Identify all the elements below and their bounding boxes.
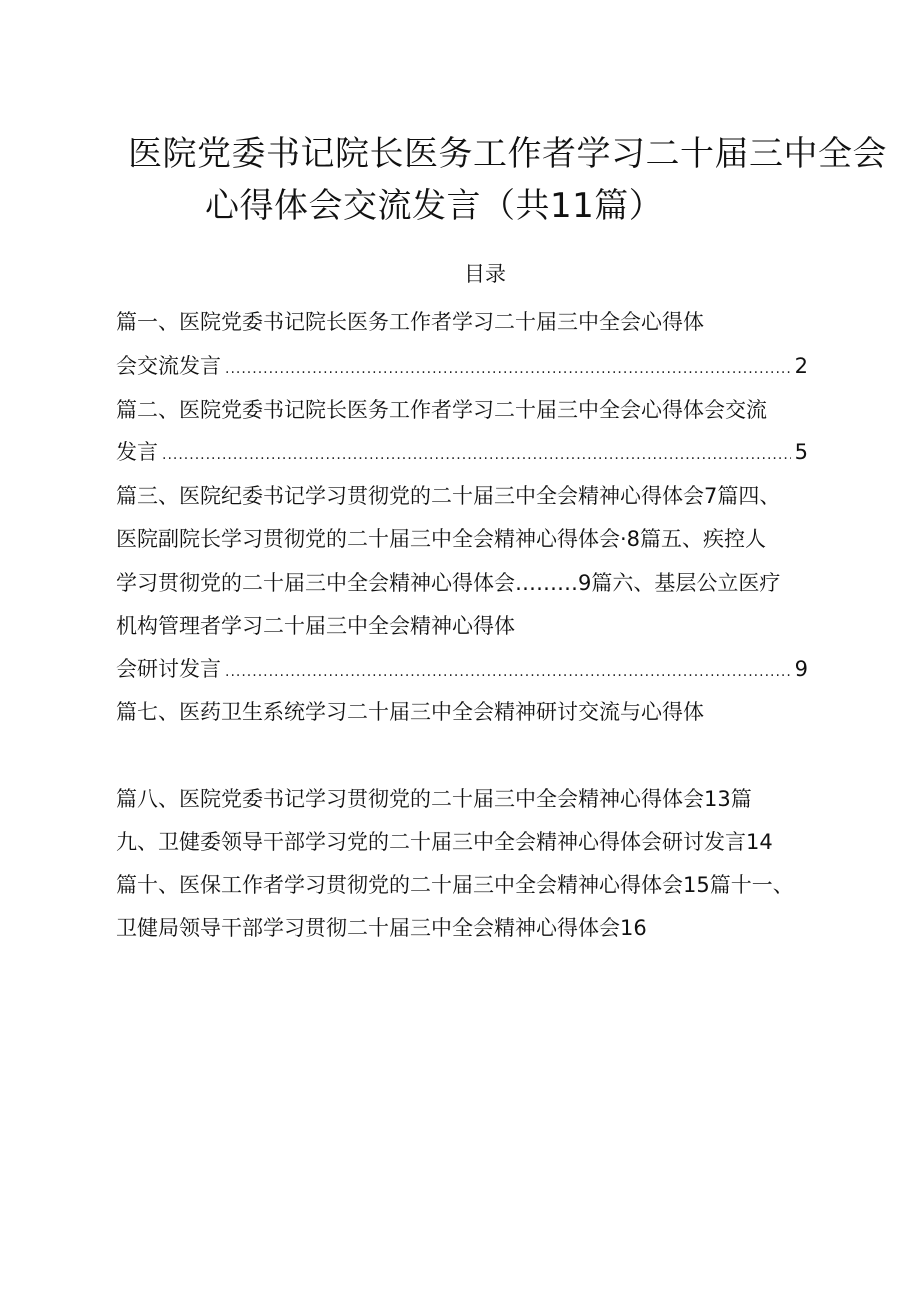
toc-line[interactable] — [116, 913, 647, 943]
toc-entry-text: 篇二、医院党委书记院长医务工作者学习二十届三中全会心得体会交流 — [116, 398, 767, 422]
toc-entry-text: 篇十、医保工作者学习贯彻党的二十届三中全会精神心得体会15篇十一、 — [116, 873, 794, 897]
toc-line[interactable] — [116, 481, 780, 511]
toc-line[interactable] — [116, 351, 808, 381]
toc-line[interactable] — [116, 568, 780, 598]
toc-line[interactable] — [116, 395, 767, 425]
dot-leader — [225, 354, 791, 384]
document-title-line-1: 医院党委书记院长医务工作者学习二十届三中全会 — [128, 134, 887, 174]
toc-entry-text: 学习贯彻党的二十届三中全会精神心得体会………9篇六、基层公立医疗 — [116, 571, 781, 595]
toc-entry-text: 发言 — [116, 440, 158, 464]
toc-entry-text: 卫健局领导干部学习贯彻二十届三中全会精神心得体会16 — [116, 916, 647, 940]
toc-heading: 目录 — [464, 262, 506, 286]
document-title-line-2: 心得体会交流发言（共11篇） — [205, 186, 664, 226]
toc-entry-text: 会研讨发言 — [116, 657, 221, 681]
toc-page-number: 9 — [794, 657, 808, 681]
toc-line[interactable] — [116, 697, 704, 727]
toc-entry-text: 九、卫健委领导干部学习党的二十届三中全会精神心得体会研讨发言14 — [116, 830, 773, 854]
toc-entry-text: 机构管理者学习二十届三中全会精神心得体 — [116, 614, 515, 638]
toc-entry-text: 篇一、医院党委书记院长医务工作者学习二十届三中全会心得体 — [116, 310, 704, 334]
toc-entry-text: 会交流发言 — [116, 354, 221, 378]
toc-entry-text: 医院副院长学习贯彻党的二十届三中全会精神心得体会·8篇五、疾控人 — [116, 527, 767, 551]
toc-line[interactable] — [116, 784, 752, 814]
toc-entry-text: 篇七、医药卫生系统学习二十届三中全会精神研讨交流与心得体 — [116, 700, 704, 724]
toc-line[interactable] — [116, 654, 808, 684]
toc-line[interactable] — [116, 307, 704, 337]
toc-line[interactable] — [116, 437, 808, 467]
toc-line[interactable] — [116, 870, 794, 900]
toc-line[interactable] — [116, 827, 773, 857]
dot-leader — [225, 657, 791, 687]
toc-entry-text: 篇八、医院党委书记学习贯彻党的二十届三中全会精神心得体会13篇 — [116, 787, 752, 811]
toc-line[interactable] — [116, 524, 766, 554]
dot-leader — [162, 440, 791, 470]
toc-entry-text: 篇三、医院纪委书记学习贯彻党的二十届三中全会精神心得体会7篇四、 — [116, 484, 781, 508]
toc-page-number: 2 — [794, 354, 808, 378]
toc-line[interactable] — [116, 611, 515, 641]
toc-page-number: 5 — [794, 440, 808, 464]
